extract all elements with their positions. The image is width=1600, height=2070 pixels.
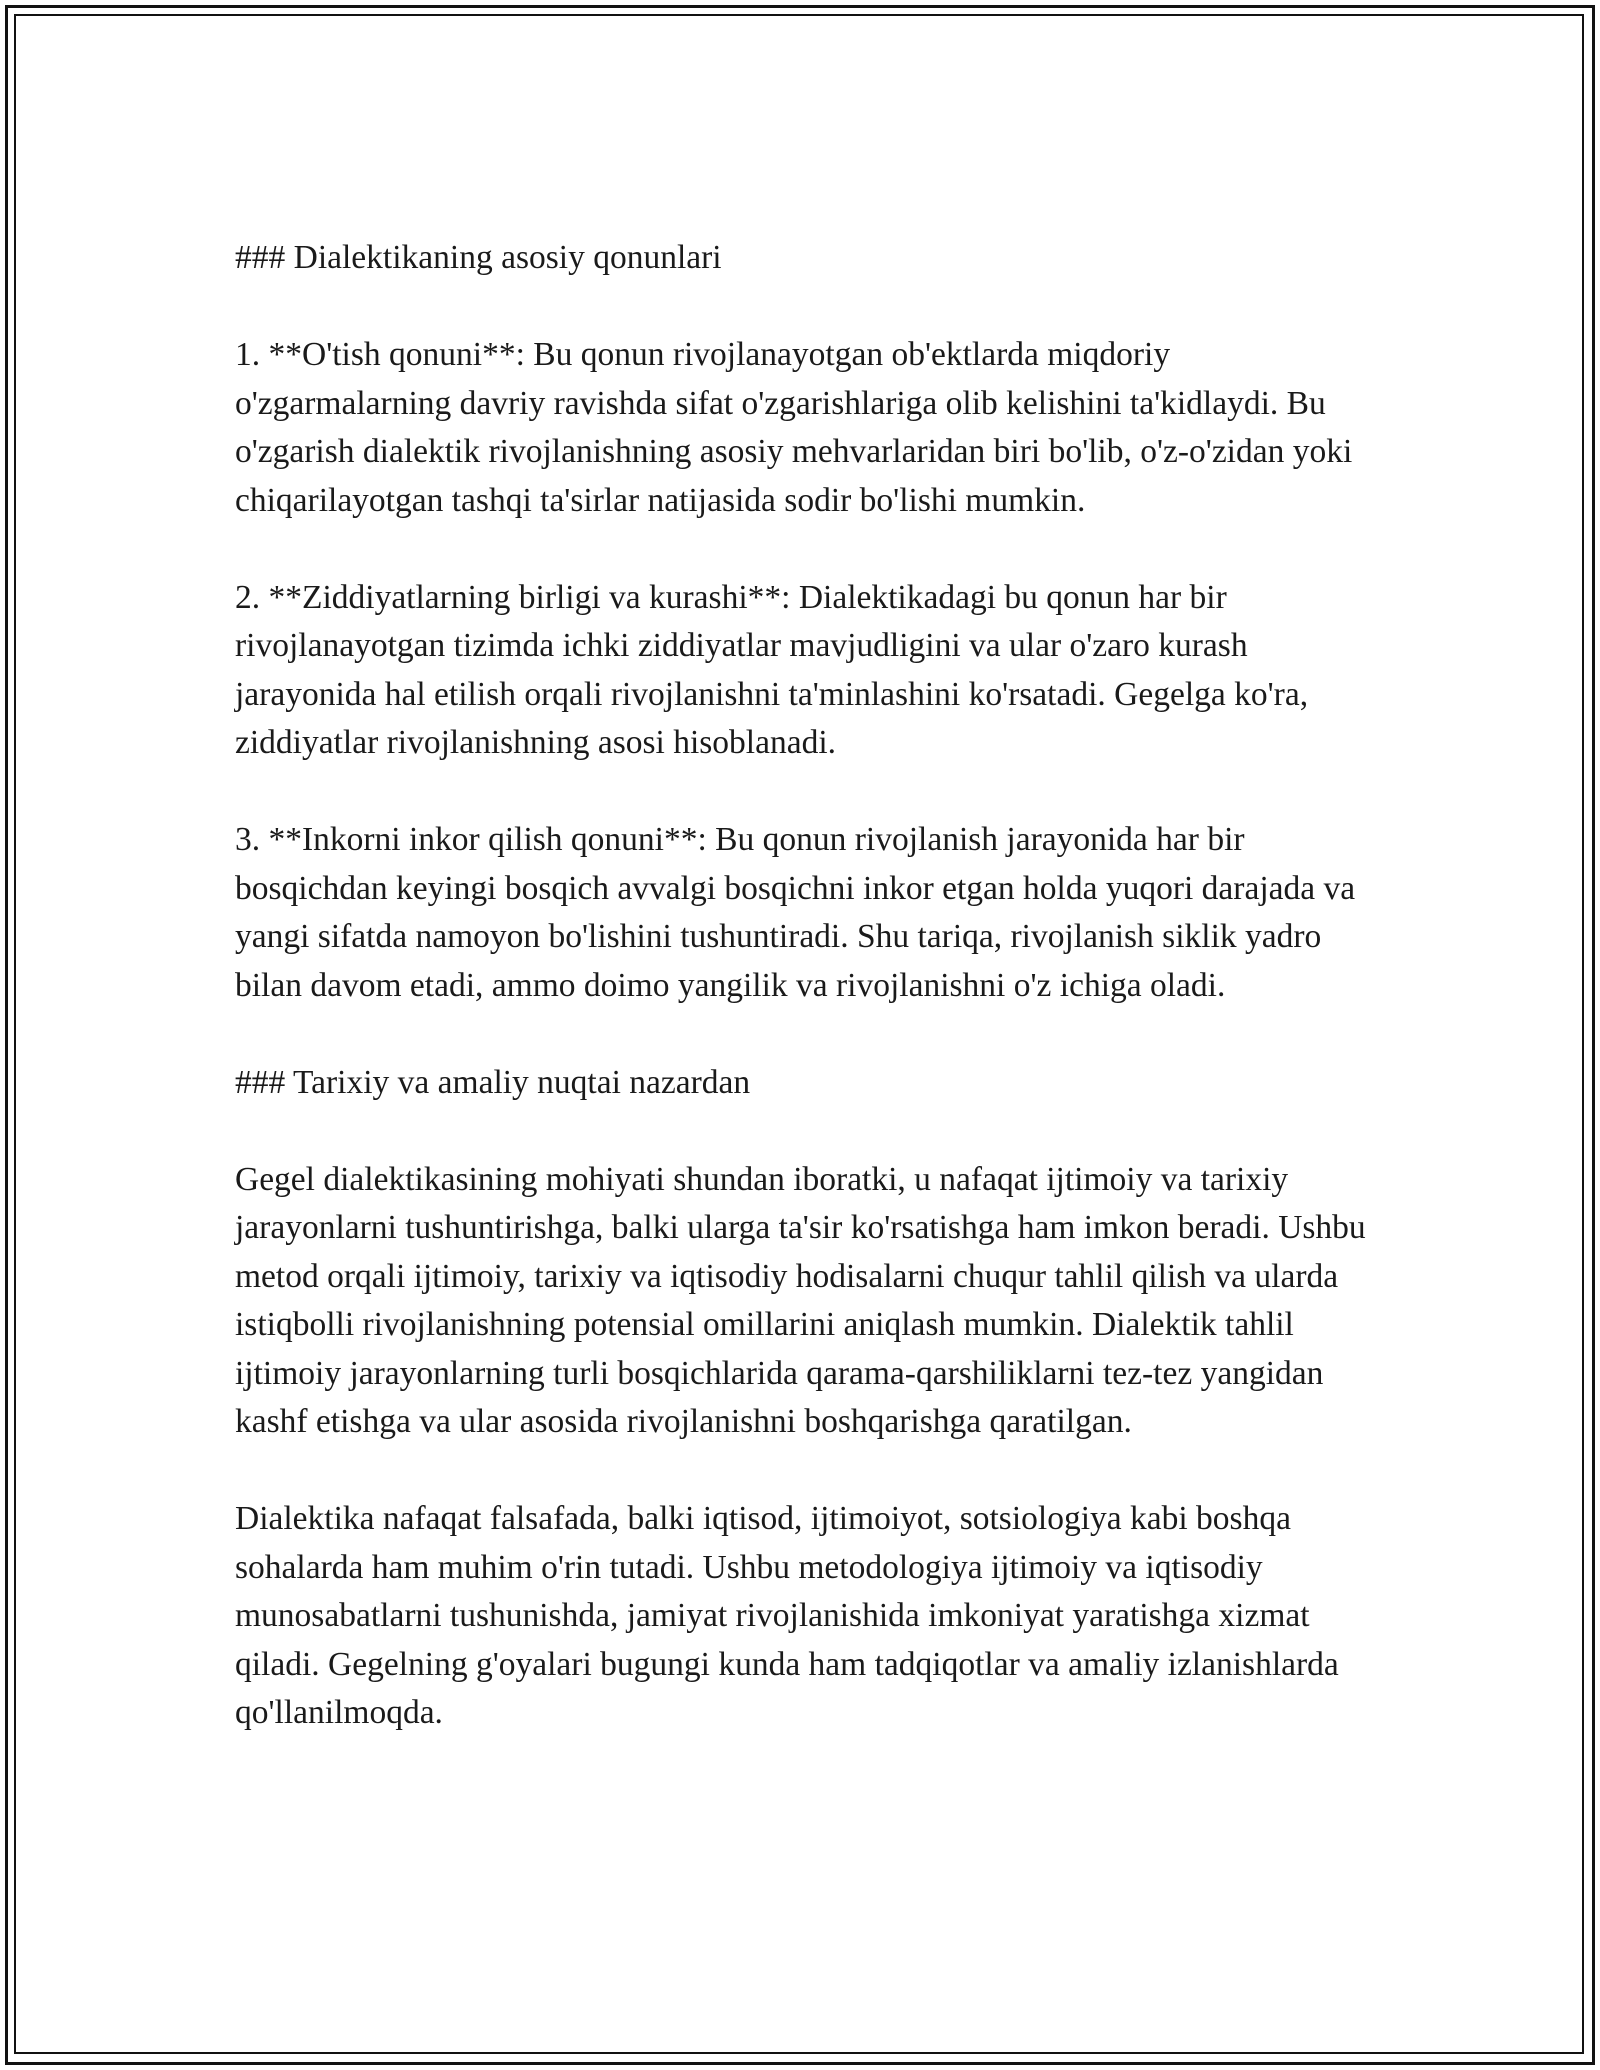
list-item-negation-of-negation: 3. **Inkorni inkor qilish qonuni**: Bu qonun rivojlanish jarayonida har bir bosqichdan keyingi bosqich avvalgi bosqichni inkor etgan holda yuqori darajada va yangi sifatda namoyon bo'lishini tushuntiradi. Shu tariqa, rivojlanish siklik yadro bilan davom etadi, ammo doimo yangilik va rivojlanishni o'z ichiga oladi. xyxy=(235,821,1356,1004)
paragraph-hegel-dialectics: Gegel dialektikasining mohiyati shundan iboratki, u nafaqat ijtimoiy va tarixiy jarayonlarni tushuntirishga, balki ularga ta'sir ko'rsatishga ham imkon beradi. Ushbu metod orqali ijtimoiy, tarixiy va iqtisodiy hodisalarni chuqur tahlil qilish va ularda istiqbolli rivojlanishning potensial omillarini aniqlash mumkin. Dialektik tahlil ijtimoiy jarayonlarning turli bosqichlarida qarama-qarshiliklarni tez-tez yangidan kashf etishga va ular asosida rivojlanishni boshqarishga qaratilgan. xyxy=(235,1160,1366,1440)
section-heading-laws: ### Dialektikaning asosiy qonunlari xyxy=(235,239,722,276)
list-item-unity-of-opposites: 2. **Ziddiyatlarning birligi va kurashi**: Dialektikadagi bu qonun har bir rivojlanayotgan tizimda ichki ziddiyatlar mavjudligini va ular o'zaro kurash jarayonida hal etilish orqali rivojlanishni ta'minlashini ko'rsatadi. Gegelga ko'ra, ziddiyatlar rivojlanishning asosi hisoblanadi. xyxy=(235,578,1309,761)
paragraph-dialectics-applications: Dialektika nafaqat falsafada, balki iqtisod, ijtimoiyot, sotsiologiya kabi boshqa sohalarda ham muhim o'rin tutadi. Ushbu metodologiya ijtimoiy va iqtisodiy munosabatlarni tushunishda, jamiyat rivojlanishida imkoniyat yaratishga xizmat qiladi. Gegelning g'oyalari bugungi kunda ham tadqiqotlar va amaliy izlanishlarda qo'llanilmoqda. xyxy=(235,1500,1339,1731)
list-item-transition-law: 1. **O'tish qonuni**: Bu qonun rivojlanayotgan ob'ektlarda miqdoriy o'zgarmalarning davriy ravishda sifat o'zgarishlariga olib kelishini ta'kidlaydi. Bu o'zgarish dialektik rivojlanishning asosiy mehvarlaridan biri bo'lib, o'z-o'zidan yoki chiqarilayotgan tashqi ta'sirlar natijasida sodir bo'lishi mumkin. xyxy=(235,336,1353,519)
document-body xyxy=(235,234,1375,1786)
section-heading-historical: ### Tarixiy va amaliy nuqtai nazardan xyxy=(235,1063,751,1101)
